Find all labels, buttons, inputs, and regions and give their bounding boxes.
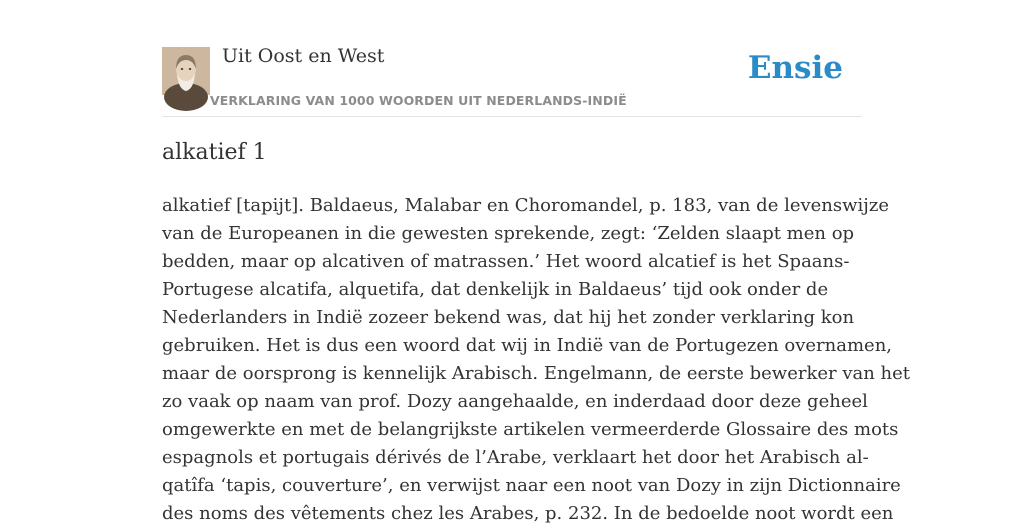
book-title[interactable]: Uit Oost en West: [222, 45, 385, 67]
body-line: zo vaak op naam van prof. Dozy aangehaalde, en inderdaad door deze geheel: [162, 391, 868, 412]
page: [162, 0, 911, 524]
body-line: qatîfa ‘tapis, couverture’, en verwijst naar een noot van Dozy in zijn Dictionnaire: [162, 475, 901, 496]
body-line: van de Europeanen in die gewesten sprekende, zegt: ‘Zelden slaapt men op: [162, 223, 855, 244]
entry-body: [162, 192, 911, 528]
body-line: des noms des vêtements chez les Arabes, p. 232. In de bedoelde noot wordt een: [162, 503, 894, 524]
book-subtitle: VERKLARING VAN 1000 WOORDEN UIT NEDERLANDS-INDIË: [210, 93, 627, 108]
body-line: Nederlanders in Indië zozeer bekend was, dat hij het zonder verklaring kon: [162, 307, 855, 328]
portrait-svg: [162, 47, 210, 95]
book-header: [162, 0, 862, 117]
body-line: Portugese alcatifa, alquetifa, dat denkelijk in Baldaeus’ tijd ook onder de: [162, 279, 829, 300]
entry-title: alkatief 1: [162, 140, 267, 165]
ensie-logo[interactable]: Ensie: [747, 50, 843, 86]
body-line: espagnols et portugais dérivés de l’Arabe, verklaart het door het Arabisch al-: [162, 447, 869, 468]
portrait-engraving-icon[interactable]: [162, 47, 210, 95]
body-line: bedden, maar op alcativen of matrassen.’ Het woord alcatief is het Spaans-: [162, 251, 850, 272]
body-line: alkatief [tapijt]. Baldaeus, Malabar en Choromandel, p. 183, van de levenswijze: [162, 195, 890, 216]
body-line: gebruiken. Het is dus een woord dat wij in Indië van de Portugezen overnamen,: [162, 335, 893, 356]
body-line: omgewerkte en met de belangrijkste artikelen vermeerderde Glossaire des mots: [162, 419, 899, 440]
body-line: maar de oorsprong is kennelijk Arabisch. Engelmann, de eerste bewerker van het: [162, 363, 911, 384]
